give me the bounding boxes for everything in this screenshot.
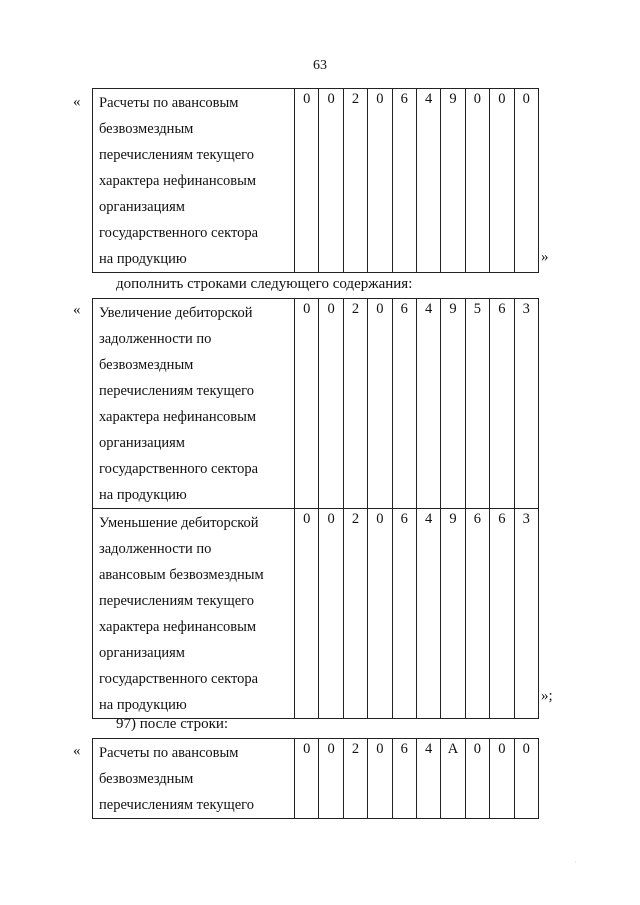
code-digit-cell: 0 [295, 299, 319, 509]
account-name-line: государственного сектора [99, 671, 259, 687]
close-quote: » [541, 249, 549, 265]
code-digit-cell: 0 [295, 509, 319, 719]
code-digit-cell: 2 [343, 509, 367, 719]
account-name-line: государственного сектора [99, 461, 259, 477]
scan-artifact: · [574, 858, 577, 867]
code-digit-cell: 2 [343, 299, 367, 509]
account-name-line: задолженности по [99, 331, 212, 347]
code-digit-cell: 4 [416, 89, 440, 273]
code-digit-cell: 2 [343, 739, 367, 819]
code-digit-cell: 6 [392, 509, 416, 719]
code-digit-cell: 6 [392, 299, 416, 509]
code-digit-cell: А [441, 739, 465, 819]
open-quote: « [73, 94, 81, 110]
account-name-line: характера нефинансовым [99, 619, 257, 635]
code-digit-cell: 3 [514, 299, 538, 509]
code-digit-cell: 6 [490, 509, 514, 719]
account-name-line: Расчеты по авансовым [99, 95, 239, 111]
account-name-line: характера нефинансовым [99, 173, 257, 189]
account-name-line: безвозмездным [99, 121, 194, 137]
account-name-cell [93, 299, 295, 509]
table-row [93, 509, 539, 719]
code-digit-cell: 0 [514, 89, 538, 273]
account-name-line: безвозмездным [99, 771, 194, 787]
code-digit-cell: 3 [514, 509, 538, 719]
code-digit-cell: 9 [441, 509, 465, 719]
page-number: 63 [313, 58, 327, 73]
code-digit-cell: 6 [392, 739, 416, 819]
account-name-line: безвозмездным [99, 357, 194, 373]
code-digit-cell: 9 [441, 89, 465, 273]
table-row [93, 89, 539, 273]
account-name-line: авансовым безвозмездным [99, 567, 264, 583]
code-digit-cell: 0 [295, 739, 319, 819]
code-digit-cell: 0 [319, 299, 343, 509]
code-digit-cell: 6 [392, 89, 416, 273]
close-quote-semicolon: »; [541, 688, 553, 704]
account-name-line: организациям [99, 645, 185, 661]
account-name-line: перечислениям текущего [99, 593, 254, 609]
code-digit-cell: 5 [465, 299, 489, 509]
account-name-line: задолженности по [99, 541, 212, 557]
table-row [93, 739, 539, 819]
amendment-text: дополнить строками следующего содержания: [116, 276, 413, 292]
classification-table-3 [92, 738, 539, 819]
code-digit-cell: 4 [416, 299, 440, 509]
code-digit-cell: 4 [416, 739, 440, 819]
account-name-cell [93, 739, 295, 819]
account-name-cell [93, 89, 295, 273]
code-digit-cell: 0 [319, 739, 343, 819]
table-row [93, 299, 539, 509]
item-number-text: 97) после строки: [116, 716, 229, 732]
code-digit-cell: 0 [319, 509, 343, 719]
code-digit-cell: 0 [490, 89, 514, 273]
code-digit-cell: 6 [465, 509, 489, 719]
code-digit-cell: 0 [368, 509, 392, 719]
account-name-line: организациям [99, 199, 185, 215]
account-name-line: организациям [99, 435, 185, 451]
account-name-line: государственного сектора [99, 225, 259, 241]
account-name-line: на продукцию [99, 697, 187, 713]
open-quote: « [73, 302, 81, 318]
classification-table-1 [92, 88, 539, 273]
code-digit-cell: 0 [319, 89, 343, 273]
account-name-line: перечислениям текущего [99, 147, 254, 163]
code-digit-cell: 2 [343, 89, 367, 273]
account-name-line: Увеличение дебиторской [99, 305, 253, 321]
account-name-line: характера нефинансовым [99, 409, 257, 425]
code-digit-cell: 0 [465, 739, 489, 819]
code-digit-cell: 0 [490, 739, 514, 819]
account-name-line: перечислениям текущего [99, 797, 254, 813]
code-digit-cell: 6 [490, 299, 514, 509]
classification-table-2 [92, 298, 539, 719]
code-digit-cell: 0 [368, 739, 392, 819]
account-name-line: Расчеты по авансовым [99, 745, 239, 761]
code-digit-cell: 0 [295, 89, 319, 273]
code-digit-cell: 9 [441, 299, 465, 509]
open-quote: « [73, 743, 81, 759]
account-name-line: на продукцию [99, 251, 187, 267]
code-digit-cell: 0 [465, 89, 489, 273]
account-name-cell [93, 509, 295, 719]
account-name-line: на продукцию [99, 487, 187, 503]
account-name-line: перечислениям текущего [99, 383, 254, 399]
code-digit-cell: 4 [416, 509, 440, 719]
code-digit-cell: 0 [368, 299, 392, 509]
code-digit-cell: 0 [368, 89, 392, 273]
account-name-line: Уменьшение дебиторской [99, 515, 259, 531]
code-digit-cell: 0 [514, 739, 538, 819]
